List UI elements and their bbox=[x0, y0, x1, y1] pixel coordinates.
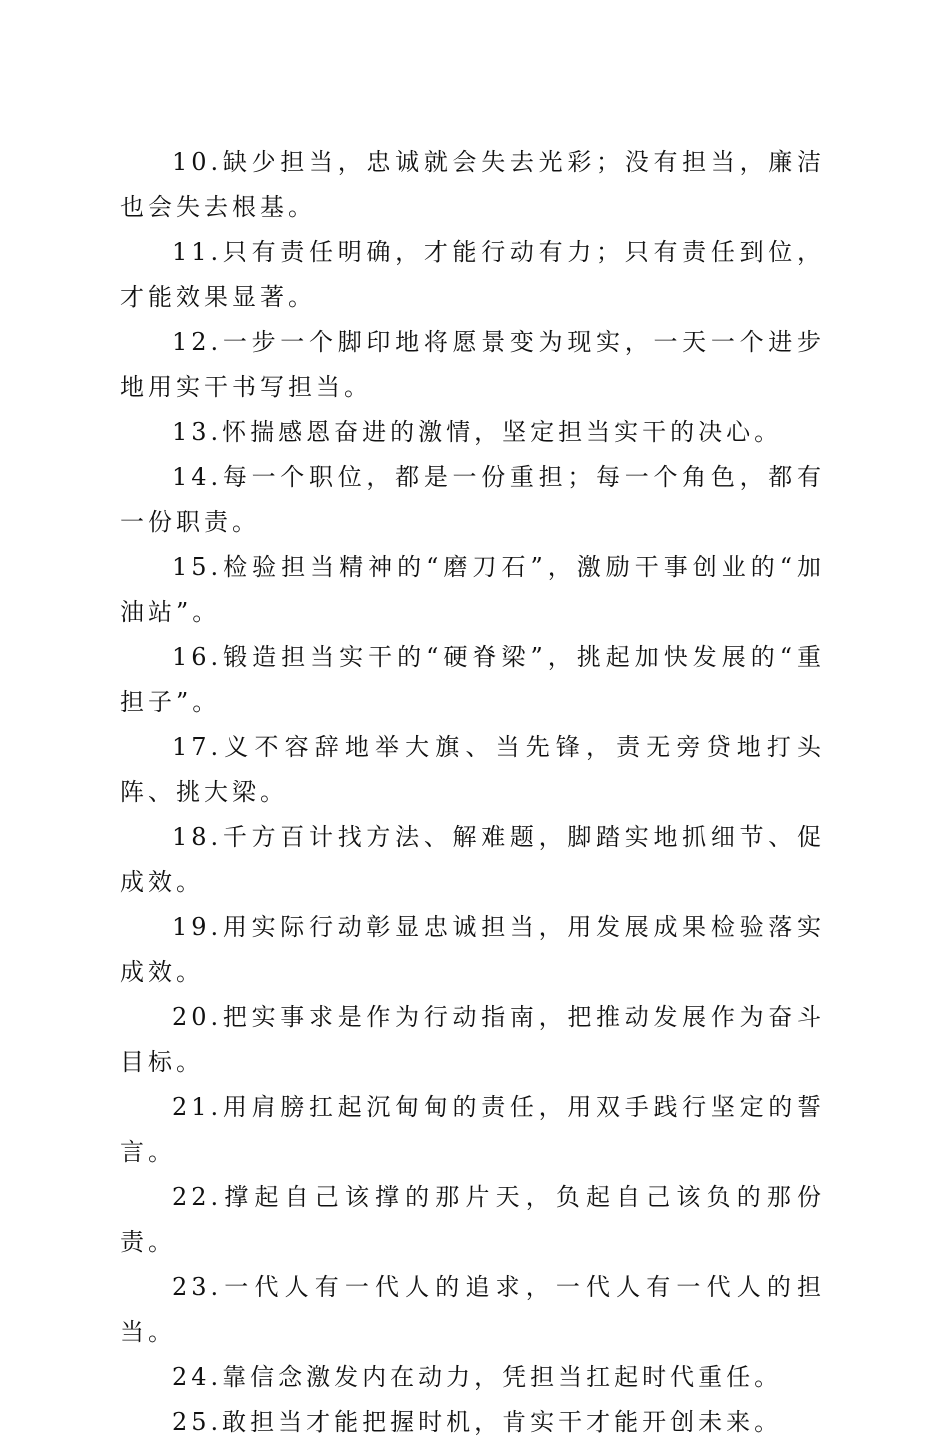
list-item: 17.义不容辞地举大旗、当先锋，责无旁贷地打头阵、挑大梁。 bbox=[120, 733, 825, 806]
list-item: 12.一步一个脚印地将愿景变为现实，一天一个进步地用实干书写担当。 bbox=[120, 328, 825, 401]
list-item: 15.检验担当精神的“磨刀石”，激励干事创业的“加油站”。 bbox=[120, 553, 825, 626]
list-item: 22.撑起自己该撑的那片天，负起自己该负的那份责。 bbox=[120, 1183, 825, 1256]
list-item: 11.只有责任明确，才能行动有力；只有责任到位，才能效果显著。 bbox=[120, 238, 825, 311]
document-body bbox=[120, 140, 825, 1445]
list-item: 24.靠信念激发内在动力，凭担当扛起时代重任。 bbox=[172, 1363, 783, 1391]
list-item: 23.一代人有一代人的追求，一代人有一代人的担当。 bbox=[120, 1273, 825, 1346]
list-item: 13.怀揣感恩奋进的激情，坚定担当实干的决心。 bbox=[172, 418, 783, 446]
list-item: 19.用实际行动彰显忠诚担当，用发展成果检验落实成效。 bbox=[120, 913, 825, 986]
list-item: 14.每一个职位，都是一份重担；每一个角色，都有一份职责。 bbox=[120, 463, 825, 536]
list-item: 20.把实事求是作为行动指南，把推动发展作为奋斗目标。 bbox=[120, 1003, 825, 1076]
list-item: 25.敢担当才能把握时机，肯实干才能开创未来。 bbox=[172, 1408, 783, 1436]
list-item: 18.千方百计找方法、解难题，脚踏实地抓细节、促成效。 bbox=[120, 823, 825, 896]
list-item: 10.缺少担当，忠诚就会失去光彩；没有担当，廉洁也会失去根基。 bbox=[120, 148, 825, 221]
list-item: 21.用肩膀扛起沉甸甸的责任，用双手践行坚定的誓言。 bbox=[120, 1093, 825, 1166]
list-item: 16.锻造担当实干的“硬脊梁”，挑起加快发展的“重担子”。 bbox=[120, 643, 825, 716]
